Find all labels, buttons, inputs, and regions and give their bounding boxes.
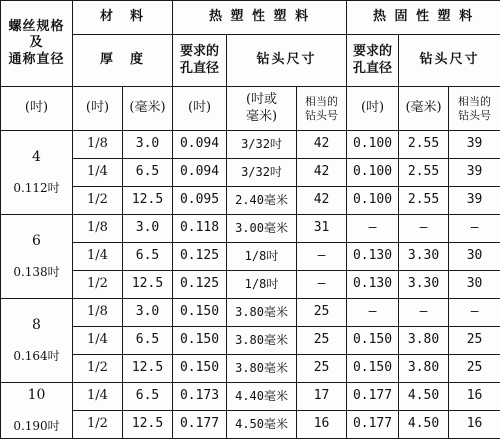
ts-hole-dia: 0.130 — [347, 271, 399, 299]
ts-hole-dia: 0.150 — [347, 327, 399, 355]
ts-drill-mm: 2.55 — [399, 159, 449, 187]
screw-size: 4 — [1, 149, 72, 167]
table-row — [1, 131, 500, 159]
header-thermoplastic: 热 塑 性 塑 料 — [173, 1, 347, 35]
thickness-mm: 3.0 — [123, 215, 173, 243]
thickness-in: 1/2 — [73, 411, 123, 439]
ts-drill-number: 39 — [449, 159, 500, 187]
table-row — [1, 243, 500, 271]
tp-drill-size: 3/32吋 — [227, 159, 297, 187]
ts-drill-number: 39 — [449, 131, 500, 159]
tp-drill-number: 31 — [297, 215, 347, 243]
tp-drill-number: — — [297, 271, 347, 299]
ts-drill-number: — — [449, 215, 500, 243]
screw-size-cell — [1, 131, 73, 215]
ts-hole-dia: 0.100 — [347, 187, 399, 215]
tp-hole-dia: 0.150 — [173, 299, 227, 327]
unit-thickness-mm: (毫米) — [123, 87, 173, 131]
tp-drill-size: 3.80毫米 — [227, 355, 297, 383]
thickness-in: 1/2 — [73, 355, 123, 383]
screw-size-cell — [1, 299, 73, 383]
ts-drill-number: 30 — [449, 243, 500, 271]
table-row — [1, 159, 500, 187]
ts-drill-number: 25 — [449, 327, 500, 355]
ts-drill-mm: 2.55 — [399, 187, 449, 215]
table-row — [1, 299, 500, 327]
nominal-diameter: 0.190吋 — [1, 419, 72, 434]
table-row — [1, 383, 500, 411]
unit-drill-number-ts: 相当的 钻头号 — [449, 87, 500, 131]
thickness-in: 1/4 — [73, 243, 123, 271]
nominal-diameter: 0.164吋 — [1, 349, 72, 364]
unit-hole-in-ts: (吋) — [347, 87, 399, 131]
screw-size: 6 — [1, 233, 72, 251]
thickness-mm: 12.5 — [123, 411, 173, 439]
table-row — [1, 187, 500, 215]
thickness-mm: 6.5 — [123, 383, 173, 411]
tp-drill-size: 1/8吋 — [227, 271, 297, 299]
unit-drill-in-or-mm: (吋或 毫米) — [227, 87, 297, 131]
thickness-in: 1/8 — [73, 131, 123, 159]
tp-drill-size: 3/32吋 — [227, 131, 297, 159]
header-screw-size: 螺丝规格 及 通称直径 — [1, 1, 73, 87]
tp-drill-size: 1/8吋 — [227, 243, 297, 271]
tp-hole-dia: 0.094 — [173, 131, 227, 159]
unit-hole-in: (吋) — [173, 87, 227, 131]
thickness-mm: 12.5 — [123, 355, 173, 383]
ts-hole-dia: — — [347, 299, 399, 327]
ts-drill-mm: 3.30 — [399, 271, 449, 299]
table-row — [1, 327, 500, 355]
tp-drill-number: 25 — [297, 355, 347, 383]
ts-drill-mm: 2.55 — [399, 131, 449, 159]
tp-drill-number: — — [297, 243, 347, 271]
thickness-in: 1/4 — [73, 159, 123, 187]
tp-drill-number: 25 — [297, 299, 347, 327]
screw-size-cell — [1, 215, 73, 299]
ts-hole-dia: 0.177 — [347, 411, 399, 439]
thickness-mm: 3.0 — [123, 131, 173, 159]
thickness-mm: 3.0 — [123, 299, 173, 327]
unit-drill-mm-ts: (毫米) — [399, 87, 449, 131]
header-drill-size-ts: 钻头尺寸 — [399, 35, 500, 87]
tp-drill-number: 17 — [297, 383, 347, 411]
table-row — [1, 215, 500, 243]
table-row — [1, 271, 500, 299]
tp-hole-dia: 0.125 — [173, 271, 227, 299]
unit-drill-number: 相当的 钻头号 — [297, 87, 347, 131]
thickness-mm: 6.5 — [123, 243, 173, 271]
header-required-hole-tp: 要求的 孔直径 — [173, 35, 227, 87]
thickness-in: 1/2 — [73, 187, 123, 215]
tp-drill-size: 4.40毫米 — [227, 383, 297, 411]
thickness-in: 1/8 — [73, 215, 123, 243]
tp-hole-dia: 0.150 — [173, 355, 227, 383]
unit-thickness-in: (吋) — [73, 87, 123, 131]
screw-size: 10 — [1, 387, 72, 405]
nominal-diameter: 0.138吋 — [1, 265, 72, 280]
table-row — [1, 355, 500, 383]
tp-drill-size: 3.80毫米 — [227, 299, 297, 327]
ts-drill-mm: — — [399, 215, 449, 243]
thickness-in: 1/2 — [73, 271, 123, 299]
tp-hole-dia: 0.095 — [173, 187, 227, 215]
header-thickness: 厚 度 — [73, 35, 173, 87]
tp-hole-dia: 0.177 — [173, 411, 227, 439]
ts-hole-dia: 0.130 — [347, 243, 399, 271]
thickness-in: 1/4 — [73, 383, 123, 411]
ts-drill-number: 30 — [449, 271, 500, 299]
ts-drill-number: 16 — [449, 383, 500, 411]
tp-drill-size: 3.00毫米 — [227, 215, 297, 243]
ts-drill-number: 16 — [449, 411, 500, 439]
header-required-hole-ts: 要求的 孔直径 — [347, 35, 399, 87]
ts-drill-mm: 3.80 — [399, 355, 449, 383]
ts-drill-mm: — — [399, 299, 449, 327]
nominal-diameter: 0.112吋 — [1, 181, 72, 196]
header-material: 材 料 — [73, 1, 173, 35]
thickness-mm: 12.5 — [123, 187, 173, 215]
ts-hole-dia: — — [347, 215, 399, 243]
ts-drill-mm: 3.30 — [399, 243, 449, 271]
tp-drill-size: 3.80毫米 — [227, 327, 297, 355]
ts-drill-mm: 3.80 — [399, 327, 449, 355]
unit-screw: (吋) — [1, 87, 73, 131]
ts-drill-number: — — [449, 299, 500, 327]
tp-drill-size: 4.50毫米 — [227, 411, 297, 439]
ts-drill-mm: 4.50 — [399, 383, 449, 411]
tp-hole-dia: 0.125 — [173, 243, 227, 271]
tp-hole-dia: 0.094 — [173, 159, 227, 187]
screw-size-cell — [1, 383, 73, 439]
tp-hole-dia: 0.173 — [173, 383, 227, 411]
ts-drill-number: 25 — [449, 355, 500, 383]
ts-hole-dia: 0.150 — [347, 355, 399, 383]
tp-drill-size: 2.40毫米 — [227, 187, 297, 215]
tp-hole-dia: 0.118 — [173, 215, 227, 243]
ts-drill-mm: 4.50 — [399, 411, 449, 439]
thickness-in: 1/8 — [73, 299, 123, 327]
ts-drill-number: 39 — [449, 187, 500, 215]
thickness-mm: 6.5 — [123, 327, 173, 355]
tp-drill-number: 25 — [297, 327, 347, 355]
header-drill-size-tp: 钻头尺寸 — [227, 35, 347, 87]
tp-drill-number: 42 — [297, 131, 347, 159]
tp-hole-dia: 0.150 — [173, 327, 227, 355]
tp-drill-number: 16 — [297, 411, 347, 439]
thickness-mm: 12.5 — [123, 271, 173, 299]
ts-hole-dia: 0.100 — [347, 131, 399, 159]
table-row — [1, 411, 500, 439]
header-thermoset: 热 固 性 塑 料 — [347, 1, 500, 35]
ts-hole-dia: 0.177 — [347, 383, 399, 411]
thickness-mm: 6.5 — [123, 159, 173, 187]
screw-size: 8 — [1, 317, 72, 335]
tp-drill-number: 42 — [297, 159, 347, 187]
ts-hole-dia: 0.100 — [347, 159, 399, 187]
thickness-in: 1/4 — [73, 327, 123, 355]
tp-drill-number: 42 — [297, 187, 347, 215]
